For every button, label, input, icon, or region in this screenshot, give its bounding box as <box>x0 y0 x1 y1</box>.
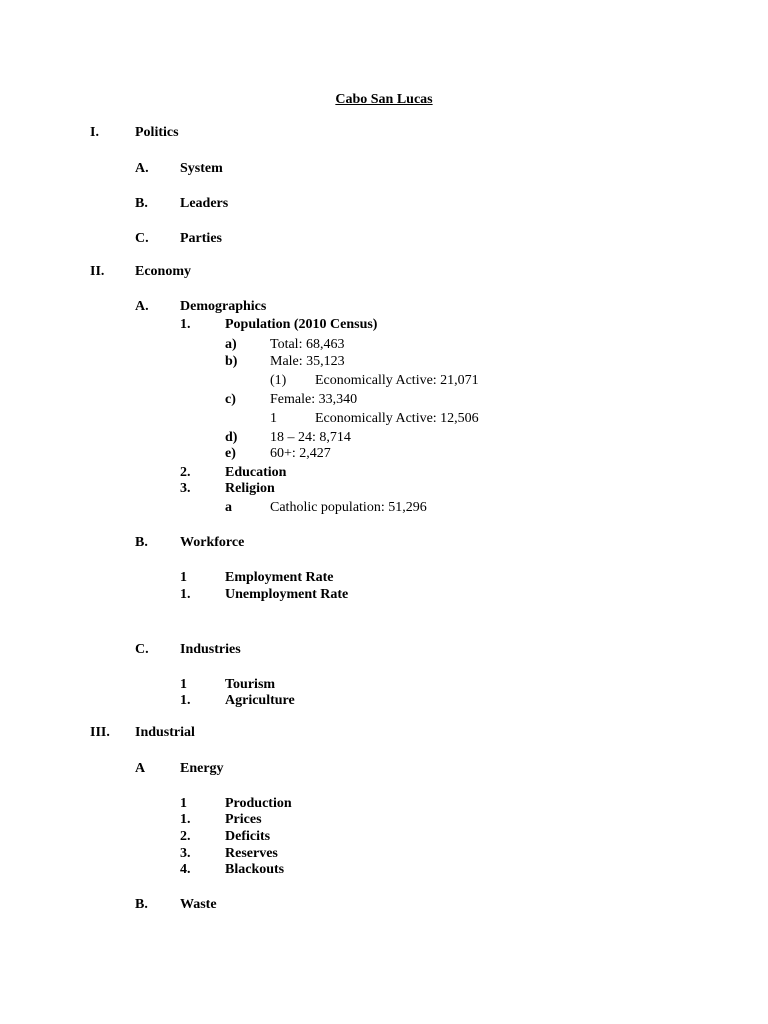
subsection-heading: Leaders <box>180 196 229 211</box>
subsection-heading: Energy <box>180 761 224 776</box>
item-heading: Deficits <box>225 829 271 844</box>
catholic-population: Catholic population: 51,296 <box>270 500 427 515</box>
subsection-heading: Workforce <box>180 535 245 550</box>
item-number: 1. <box>180 317 191 332</box>
item-heading: Blackouts <box>225 862 285 877</box>
item-heading: Unemployment Rate <box>225 587 349 602</box>
subsection-heading: Parties <box>180 231 222 246</box>
item-heading: Population (2010 Census) <box>225 317 378 332</box>
population-18-24: 18 – 24: 8,714 <box>270 430 351 445</box>
item-number: 1. <box>180 587 191 602</box>
item-heading: Religion <box>225 481 275 496</box>
item-heading: Employment Rate <box>225 570 334 585</box>
subsection-letter: A <box>135 761 146 776</box>
population-female: Female: 33,340 <box>270 392 358 407</box>
item-number: 4. <box>180 862 191 877</box>
item-number: 1 <box>180 796 187 811</box>
item-number: 3. <box>180 481 191 496</box>
item-heading: Production <box>225 796 292 811</box>
item-number: 2. <box>180 829 191 844</box>
item-heading: Reserves <box>225 846 278 861</box>
subsection-letter: C. <box>135 231 149 246</box>
subsection-heading: Industries <box>180 642 241 657</box>
subsubitem-number: 1 <box>270 411 277 426</box>
item-number: 1 <box>180 677 187 692</box>
subsection-heading: System <box>180 161 223 176</box>
section-number: II. <box>90 264 105 279</box>
item-number: 1. <box>180 812 191 827</box>
population-total: Total: 68,463 <box>270 337 345 352</box>
section-number: III. <box>90 725 110 740</box>
subitem-letter: d) <box>225 430 238 445</box>
item-number: 3. <box>180 846 191 861</box>
item-heading: Tourism <box>225 677 276 692</box>
subitem-letter: a) <box>225 337 237 352</box>
subsection-letter: B. <box>135 535 148 550</box>
subsubitem-number: (1) <box>270 373 287 388</box>
subsection-letter: B. <box>135 897 148 912</box>
item-number: 1 <box>180 570 187 585</box>
subitem-letter: e) <box>225 446 236 461</box>
item-number: 1. <box>180 693 191 708</box>
item-heading: Agriculture <box>225 693 295 708</box>
subsection-heading: Waste <box>180 897 217 912</box>
section-heading: Economy <box>135 264 191 279</box>
subsection-heading: Demographics <box>180 299 267 314</box>
female-economically-active: Economically Active: 12,506 <box>315 411 479 426</box>
document-title: Cabo San Lucas <box>335 92 433 107</box>
section-heading: Industrial <box>135 725 195 740</box>
subsection-letter: A. <box>135 299 149 314</box>
item-heading: Education <box>225 465 287 480</box>
male-economically-active: Economically Active: 21,071 <box>315 373 479 388</box>
subitem-letter: c) <box>225 392 236 407</box>
subsection-letter: B. <box>135 196 148 211</box>
subsection-letter: C. <box>135 642 149 657</box>
section-number: I. <box>90 125 99 140</box>
subitem-letter: b) <box>225 354 238 369</box>
item-number: 2. <box>180 465 191 480</box>
population-60-plus: 60+: 2,427 <box>270 446 331 461</box>
section-heading: Politics <box>135 125 179 140</box>
population-male: Male: 35,123 <box>270 354 345 369</box>
item-heading: Prices <box>225 812 262 827</box>
subsection-letter: A. <box>135 161 149 176</box>
subitem-letter: a <box>225 500 232 515</box>
